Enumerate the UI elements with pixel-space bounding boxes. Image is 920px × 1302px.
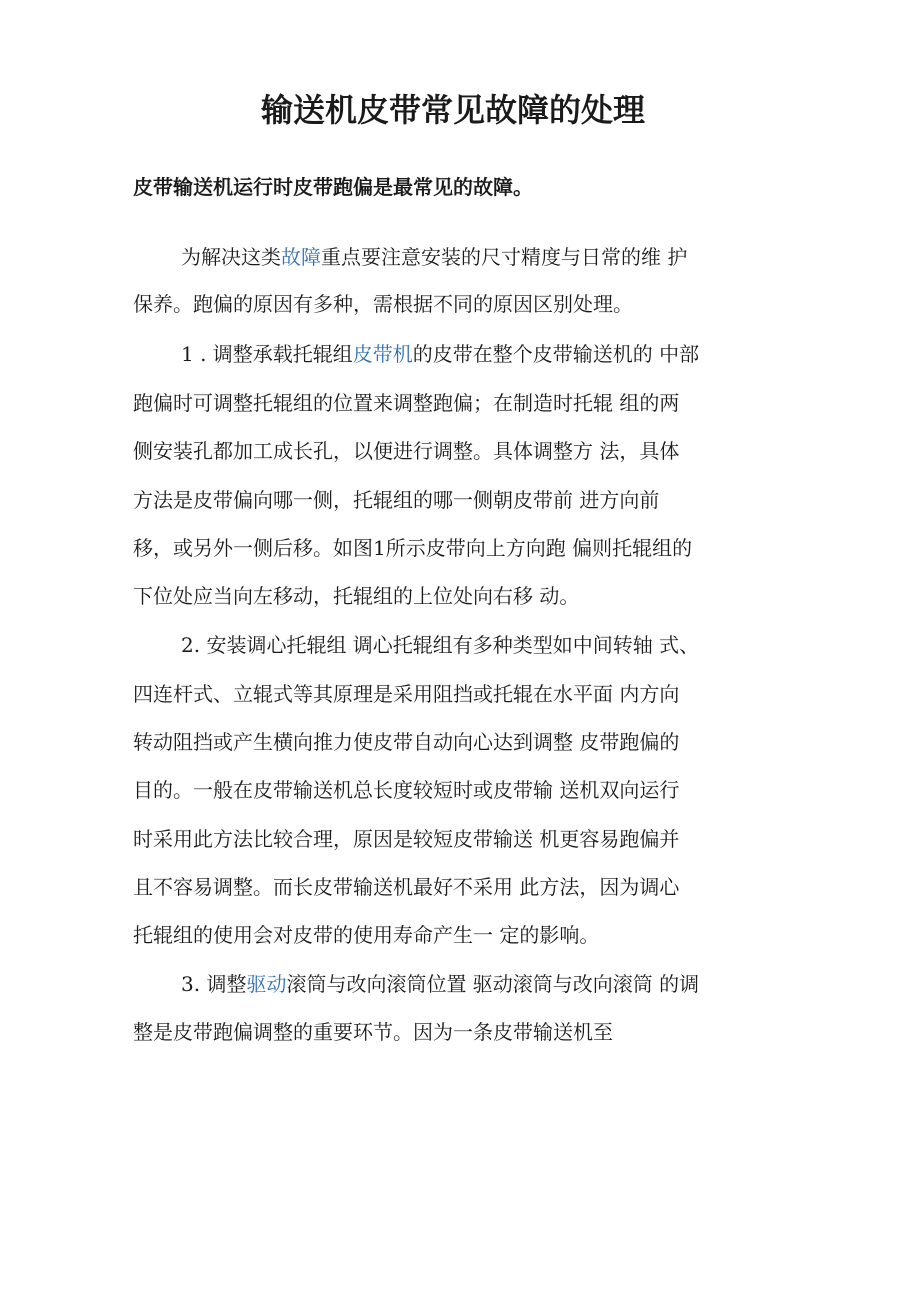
paragraph-3-line-3: 转动阻挡或产生横向推力使皮带自动向心达到调整 皮带跑偏的: [133, 730, 680, 754]
text-segment: 的皮带在整个皮带输送机的 中部: [412, 342, 700, 366]
paragraph-2-line-2: 跑偏时可调整托辊组的位置来调整跑偏；在制造时托辊 组的两: [133, 391, 680, 415]
document-title: 输送机皮带常见故障的处理: [260, 91, 645, 129]
link-pidaiji[interactable]: 皮带机: [352, 342, 413, 366]
link-qudong[interactable]: 驱动: [246, 972, 287, 996]
paragraph-3-line-7: 托辊组的使用会对皮带的使用寿命产生一 定的影响。: [133, 923, 600, 947]
paragraph-3-line-4: 目的。一般在皮带输送机总长度较短时或皮带输 送机双向运行: [133, 778, 680, 802]
paragraph-1-line-2: 保养。跑偏的原因有多种，需根据不同的原因区别处理。: [133, 292, 633, 316]
paragraph-2-line-5: 移，或另外一侧后移。如图1所示皮带向上方向跑 偏则托辊组的: [133, 536, 693, 560]
paragraph-2-line-6: 下位处应当向左移动，托辊组的上位处向右移 动。: [133, 584, 580, 608]
text-segment: 重点要注意安装的尺寸精度与日常的维 护: [321, 245, 688, 269]
paragraph-4-line-1: [181, 967, 699, 1001]
text-segment: 滚筒与改向滚筒位置 驱动滚筒与改向滚筒 的调: [286, 972, 700, 996]
document-subtitle: 皮带输送机运行时皮带跑偏是最常见的故障。: [133, 175, 533, 199]
text-segment: 3. 调整: [181, 972, 247, 996]
paragraph-2-line-4: 方法是皮带偏向哪一侧，托辊组的哪一侧朝皮带前 进方向前: [133, 488, 660, 512]
paragraph-2-line-3: 侧安装孔都加工成长孔，以便进行调整。具体调整方 法，具体: [133, 439, 680, 463]
paragraph-3-line-2: 四连杆式、立辊式等其原理是采用阻挡或托辊在水平面 内方向: [133, 682, 680, 706]
link-guzhang[interactable]: 故障: [281, 245, 321, 269]
paragraph-3-line-1: 2. 安装调心托辊组 调心托辊组有多种类型如中间转轴 式、: [181, 633, 700, 657]
text-segment: 1 . 调整承载托辊组: [181, 342, 353, 366]
paragraph-4-line-2: 整是皮带跑偏调整的重要环节。因为一条皮带输送机至: [133, 1020, 613, 1044]
paragraph-3-line-6: 且不容易调整。而长皮带输送机最好不采用 此方法，因为调心: [133, 875, 680, 899]
paragraph-3-line-5: 时采用此方法比较合理，原因是较短皮带输送 机更容易跑偏并: [133, 827, 680, 851]
paragraph-1-line-1: [181, 240, 687, 274]
text-segment: 为解决这类: [181, 245, 281, 269]
paragraph-2-line-1: [181, 337, 699, 371]
